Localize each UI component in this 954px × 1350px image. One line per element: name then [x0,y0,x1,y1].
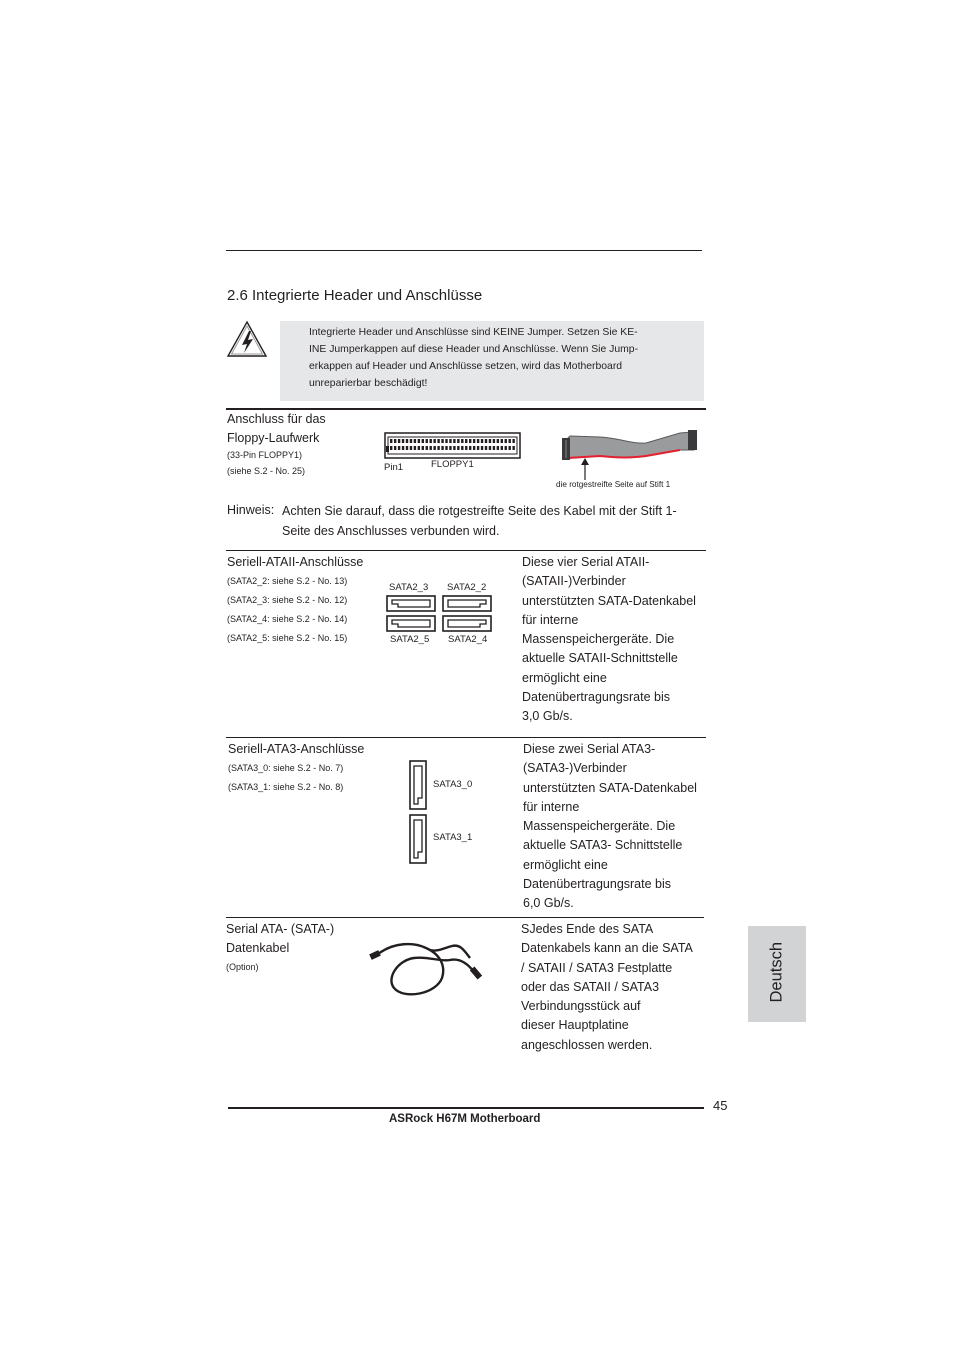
sata3-ref: (SATA3_0: siehe S.2 - No. 7) [228,763,344,773]
floppy-pin [445,439,447,443]
floppy-title-line: Anschluss für das [227,412,326,426]
floppy-pin [433,439,435,443]
warning-line: INE Jumperkappen auf diese Header und Anschlüsse. Wenn Sie Jump- [309,344,639,355]
sata3-desc-line: für interne [523,799,580,814]
floppy-pin [497,446,499,450]
cable-top-rule [226,917,704,918]
floppy-pin [390,439,392,443]
arrow-up-icon [580,458,590,480]
sata2-desc-line: Diese vier Serial ATAII- [522,555,650,569]
sata3-connectors-diagram [409,760,429,866]
cable-title-line: Datenkabel [226,941,290,956]
section-title: 2.6 Integrierte Header und Anschlüsse [227,287,483,304]
floppy-pin [426,439,428,443]
floppy-pin [445,446,447,450]
floppy-pin [449,439,451,443]
floppy-connector-label: FLOPPY1 [431,459,474,470]
floppy-pin [509,446,511,450]
floppy-pin [465,439,467,443]
floppy-sub-line: (33-Pin FLOPPY1) [227,450,303,460]
sata3-0-label: SATA3_0 [433,779,473,790]
sata2-top-rule [226,550,706,551]
floppy-pin [398,439,400,443]
floppy-pin [473,439,475,443]
floppy-pin [398,446,400,450]
floppy-pin [489,446,491,450]
language-side-tab [748,926,806,1022]
floppy-pin [433,446,435,450]
sata3-desc-line: aktuelle SATA3- Schnittstelle [523,838,683,853]
sata2-desc-line: (SATAII-)Verbinder [522,574,626,589]
floppy-pin [512,446,514,450]
cable-description [521,920,693,1055]
floppy-pin [457,446,459,450]
floppy-connector-diagram [384,432,522,462]
floppy-pin [402,446,404,450]
floppy-pin [512,439,514,443]
sata3-desc-line: unterstützten SATA-Datenkabel [523,780,697,795]
floppy-pin [441,439,443,443]
floppy-title-line: Floppy-Laufwerk [227,431,320,446]
sata3-1-label: SATA3_1 [433,832,473,843]
floppy-pin [473,446,475,450]
sata3-desc-line: Diese zwei Serial ATA3- [523,742,656,756]
floppy-pin [402,439,404,443]
floppy-pin [414,446,416,450]
warning-note-box [280,321,704,401]
floppy-pin [406,439,408,443]
warning-line: unreparierbar beschädigt! [309,378,428,389]
sata2-title: Seriell-ATAII-Anschlüsse [227,555,364,569]
floppy-pin [481,446,483,450]
sata3-description [523,740,697,914]
cable-desc-line: angeschlossen werden. [521,1037,653,1052]
sata2-ref: (SATA2_5: siehe S.2 - No. 15) [227,633,348,643]
floppy-pin [394,446,396,450]
floppy-pin [505,439,507,443]
floppy-pin [437,446,439,450]
hint-line: Achten Sie darauf, dass die rotgestreifte Seite des Kabel mit der Stift 1- [282,504,677,518]
sata2-desc-line: aktuelle SATAII-Schnittstelle [522,651,678,666]
sata2-desc-line: 3,0 Gb/s. [522,709,573,724]
sata2-refs [227,572,347,648]
floppy-pin [453,446,455,450]
hint-line: Seite des Anschlusses verbunden wird. [282,524,500,538]
floppy-pin [469,446,471,450]
floppy-pin [437,439,439,443]
floppy-pin [497,439,499,443]
floppy-pin [422,446,424,450]
floppy-pin [461,439,463,443]
page-number: 45 [713,1098,728,1113]
warning-icon [226,320,268,358]
floppy-pin [457,439,459,443]
cable-option: (Option) [226,962,259,972]
sata2-4-label: SATA2_4 [448,634,488,645]
floppy-pin [485,446,487,450]
cable-desc-line: / SATAII / SATA3 Festplatte [521,960,673,975]
warning-note-text [309,324,669,392]
floppy-pin [418,439,420,443]
floppy-pin [406,446,408,450]
floppy-pin [477,446,479,450]
sata3-top-rule [226,737,706,738]
sata2-5-label: SATA2_5 [390,634,430,645]
cable-caption: die rotgestreifte Seite auf Stift 1 [556,480,671,489]
floppy-pin [493,446,495,450]
sata2-desc-line: Massenspeichergeräte. Die [522,632,675,647]
sata2-2-label: SATA2_2 [447,582,487,593]
sata3-desc-line: Datenübertragungsrate bis [523,877,672,892]
floppy-pin [426,446,428,450]
cable-desc-line: Verbindungsstück auf [521,999,641,1014]
sata2-desc-line: Datenübertragungsrate bis [522,690,671,705]
floppy-pin [441,446,443,450]
floppy-title [227,410,326,449]
floppy-pin [481,439,483,443]
sata2-ref: (SATA2_4: siehe S.2 - No. 14) [227,614,348,624]
floppy-pin [430,439,432,443]
floppy-pin [449,446,451,450]
sata2-desc-line: ermöglicht eine [522,670,607,685]
sata2-ref: (SATA2_3: siehe S.2 - No. 12) [227,595,348,605]
sata2-desc-line: für interne [522,612,579,627]
sata3-desc-line: ermöglicht eine [523,857,608,872]
floppy-pin [465,446,467,450]
sata2-desc-line: unterstützten SATA-Datenkabel [522,593,696,608]
floppy-pin [489,439,491,443]
floppy-pin [410,439,412,443]
cable-desc-line: oder das SATAII / SATA3 [521,979,660,994]
floppy-pin [410,446,412,450]
floppy-pin [418,446,420,450]
floppy-pin [493,439,495,443]
sata3-desc-line: 6,0 Gb/s. [523,896,574,911]
floppy-pin [394,439,396,443]
cable-desc-line: Datenkabels kann an die SATA [521,941,693,956]
floppy-pin [485,439,487,443]
floppy-pin [461,446,463,450]
sata3-refs [228,759,343,797]
hint-label: Hinweis: [227,503,275,517]
floppy-pin [505,446,507,450]
sata3-title: Seriell-ATA3-Anschlüsse [228,742,365,756]
floppy-pin [453,439,455,443]
cable-desc-line: dieser Hauptplatine [521,1018,629,1033]
warning-line: erkappen auf Header und Anschlüsse setzen, wird das Motherboard [309,361,623,372]
floppy-sub-line: (siehe S.2 - No. 25) [227,466,306,476]
cable-title [226,920,334,959]
floppy-pin [422,439,424,443]
sata3-desc-line: Massenspeichergeräte. Die [523,819,676,834]
sata3-ref: (SATA3_1: siehe S.2 - No. 8) [228,782,344,792]
footer-title: ASRock H67M Motherboard [389,1113,541,1125]
cable-desc-line: SJedes Ende des SATA [521,922,654,936]
floppy-pin [430,446,432,450]
cable-title-line: Serial ATA- (SATA-) [226,922,335,936]
floppy-pin1-label: Pin1 [384,462,404,473]
sata2-ref: (SATA2_2: siehe S.2 - No. 13) [227,576,348,586]
floppy-pin [390,446,392,450]
floppy-pin [469,439,471,443]
floppy-pin [501,446,503,450]
language-tab-label: Deutsch [767,941,786,1003]
sata3-desc-line: (SATA3-)Verbinder [523,761,627,776]
top-rule [226,250,702,251]
hint-text [282,501,677,541]
sata2-description [522,553,696,727]
floppy-pin [509,439,511,443]
floppy-pin [414,439,416,443]
sata-cable-icon [364,938,490,1000]
sata2-3-label: SATA2_3 [389,582,429,593]
floppy-sub [227,447,305,479]
sata2-connectors-diagram [386,595,492,633]
floppy-pin [501,439,503,443]
warning-line: Integrierte Header und Anschlüsse sind KEINE Jumper. Setzen Sie KE- [309,327,638,338]
floppy-pin [477,439,479,443]
footer-rule [228,1107,704,1109]
